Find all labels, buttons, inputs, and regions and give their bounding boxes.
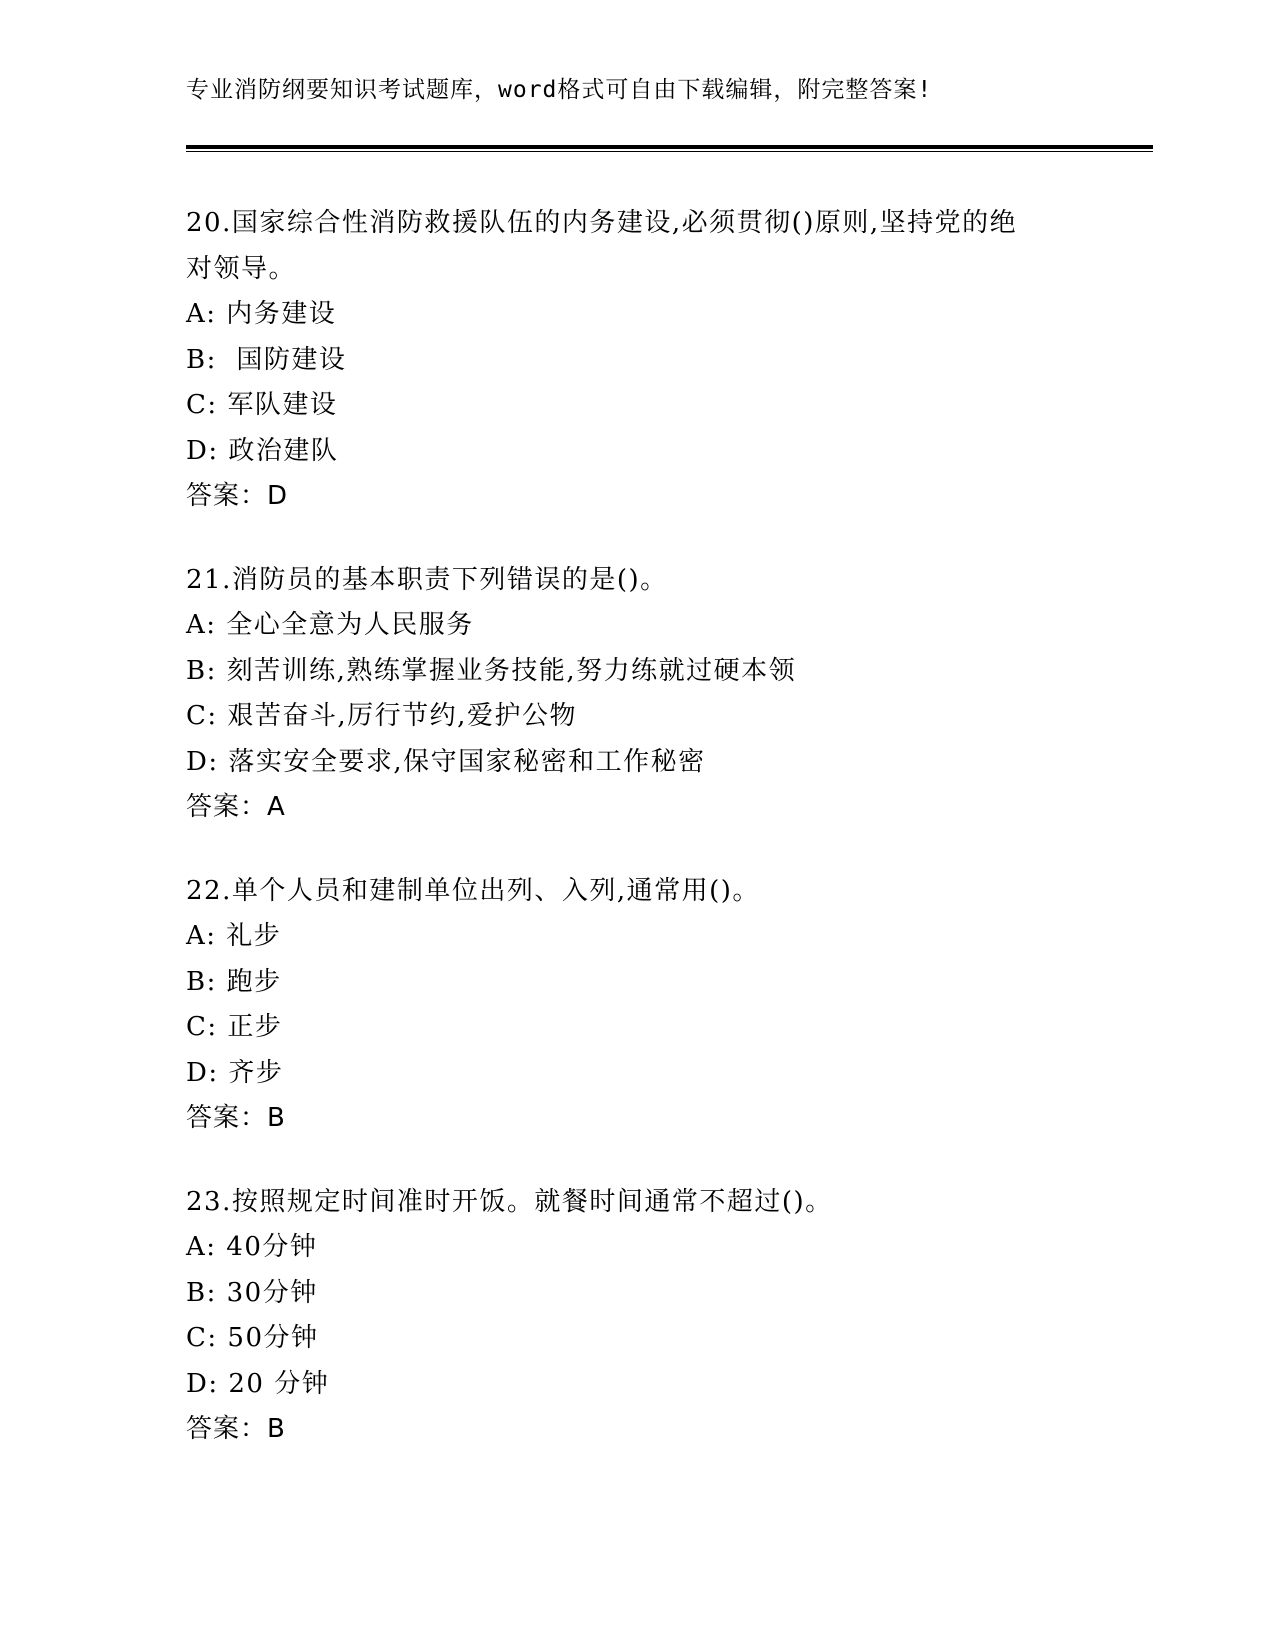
answer: 答案：A: [186, 792, 286, 822]
question-stem: 21.消防员的基本职责下列错误的是()。: [186, 564, 668, 595]
option-a: A: 礼步: [186, 921, 282, 951]
question-20: [186, 201, 1146, 520]
option-b: B: 国防建设: [186, 344, 347, 375]
option-d: D: 政治建队: [186, 435, 339, 466]
option-d: D: 落实安全要求,保守国家秘密和工作秘密: [186, 746, 706, 777]
option-c: C: 军队建设: [186, 390, 338, 420]
option-d: D: 20 分钟: [186, 1368, 330, 1399]
answer: 答案：B: [186, 1414, 286, 1444]
option-a: A: 全心全意为人民服务: [186, 610, 474, 640]
option-c: C: 50分钟: [186, 1323, 319, 1353]
option-a: A: 40分钟: [186, 1232, 318, 1262]
header-rule-thick: [186, 145, 1153, 149]
document-header: 专业消防纲要知识考试题库，word格式可自由下载编辑，附完整答案!: [186, 77, 933, 103]
option-a: A: 内务建设: [186, 299, 337, 329]
answer: 答案：B: [186, 1103, 286, 1133]
question-list: [186, 201, 1146, 1491]
option-b: B: 30分钟: [186, 1277, 318, 1308]
answer: 答案：D: [186, 481, 289, 511]
question-stem: 22.单个人员和建制单位出列、入列,通常用()。: [186, 875, 760, 906]
question-stem: 23.按照规定时间准时开饭。就餐时间通常不超过()。: [186, 1186, 833, 1217]
header-rule-thin: [186, 151, 1153, 152]
option-c: C: 艰苦奋斗,厉行节约,爱护公物: [186, 701, 577, 731]
option-b: B: 刻苦训练,熟练掌握业务技能,努力练就过硬本领: [186, 655, 797, 686]
question-stem-continued: 对领导。: [186, 253, 297, 284]
question-23: [186, 1180, 1146, 1453]
question-21: [186, 558, 1146, 831]
question-stem: 20.国家综合性消防救援队伍的内务建设,必须贯彻()原则,坚持党的绝: [186, 208, 1018, 238]
option-c: C: 正步: [186, 1012, 283, 1042]
option-d: D: 齐步: [186, 1057, 284, 1088]
question-22: [186, 869, 1146, 1142]
option-b: B: 跑步: [186, 966, 282, 997]
